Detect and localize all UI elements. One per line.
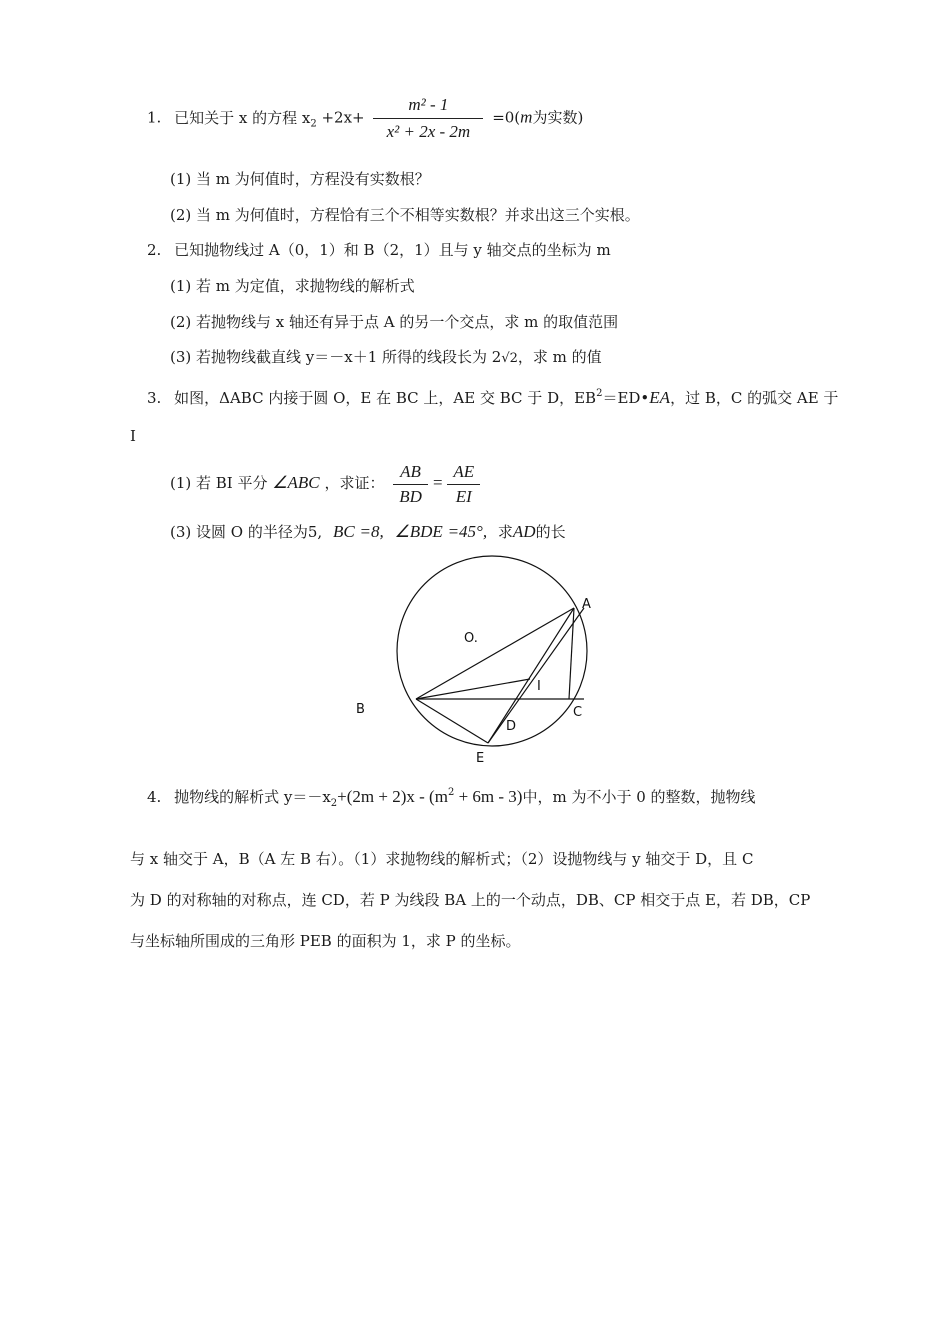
q2-part2: (2) 若抛物线与 x 轴还有异于点 A 的另一个交点，求 m 的取值范围: [170, 313, 619, 331]
segment-ce: [488, 608, 584, 743]
label-a: A: [582, 597, 591, 612]
q1-fraction-numerator: m² - 1: [373, 94, 483, 119]
q1-fraction: [373, 94, 483, 143]
q3-line: [147, 384, 838, 408]
q3-ea: EA: [649, 388, 671, 407]
q4-zhong: 中: [522, 788, 538, 806]
q4-line2: 与 x 轴交于 A，B（A 左 B 右）。（1）求抛物线的解析式；（2）设抛物线与 y 轴交于 D，且 C: [130, 850, 754, 868]
q2-lead: 已知抛物线过 A（0，1）和 B（2，1）且与 y 轴交点的坐标为 m: [174, 241, 611, 259]
q2-part1: (1) 若 m 为定值，求抛物线的解析式: [170, 277, 415, 295]
q3-lead-d: ，过 B，C 的弧交 AE 于: [670, 389, 839, 407]
segment-ab: [416, 608, 574, 699]
q3-lead-a: 如图，: [174, 389, 220, 407]
q3-angle-bde: ∠BDE: [394, 522, 443, 541]
q4-superscript: 2: [447, 787, 455, 798]
q1-fraction-denominator: x² + 2x - 2m: [386, 122, 471, 141]
segment-bi: [416, 679, 530, 699]
label-o: O.: [464, 631, 478, 646]
q3-part3-end: 的长: [535, 523, 566, 541]
q1-lead: 已知关于 x 的方程 x: [174, 108, 311, 127]
segment-ae: [488, 608, 574, 743]
q3-fraction-ae-ei: [447, 462, 480, 507]
q3-ad: AD: [512, 522, 536, 541]
q3-bc: BC: [332, 522, 355, 541]
q1-number: 1.: [147, 108, 162, 127]
q3-wrap: I: [130, 427, 136, 445]
q3-lead-b: ABC 内接于圆 O，E 在 BC 上，AE 交 BC 于 D，EB: [229, 389, 597, 407]
q3-part3: [170, 522, 566, 542]
q4-number: 4.: [147, 788, 162, 806]
q3-angle-value: =45°,: [447, 522, 488, 541]
q4-lead: 抛物线的解析式 y＝－x: [174, 788, 331, 806]
circle-o: [397, 556, 587, 746]
q4-tail: ，m 为不小于 0 的整数，抛物线: [537, 788, 756, 806]
q1-line: [147, 94, 583, 148]
q3-lead-c: ＝ED•: [602, 389, 650, 407]
q3-part3-a: (3) 设圆 O 的半径为5,: [170, 523, 323, 541]
q4-line: [147, 783, 756, 814]
q1-part1: (1) 当 m 为何值时，方程没有实数根？: [170, 170, 430, 188]
q2-part3-text: (3) 若抛物线截直线 y＝－x＋1 所得的线段长为 2: [170, 348, 502, 366]
q2-number: 2.: [147, 241, 162, 259]
label-e: E: [476, 751, 485, 766]
q4-expr-a: +(2m + 2)x - (m: [337, 787, 448, 806]
q3-frac2-num: AE: [447, 462, 480, 485]
q2-radical: √2: [501, 351, 518, 366]
q3-part1-text: (1) 若 BI 平分: [170, 474, 268, 492]
q1-tail-end: 为实数): [532, 108, 584, 127]
q3-part3-find: 求: [497, 523, 513, 541]
segment-be: [416, 699, 488, 743]
label-d: D: [506, 719, 517, 734]
q1-tail: =0(: [492, 108, 521, 127]
q3-angle-abc: ∠ABC: [272, 473, 320, 492]
q4-line3: 为 D 的对称轴的对称点，连 CD，若 P 为线段 BA 上的一个动点，DB、CP 相交于点 E，若 DB，CP: [130, 891, 811, 909]
label-c: C: [573, 705, 583, 720]
q3-number: 3.: [147, 389, 162, 407]
label-b: B: [356, 702, 365, 717]
q1-mid: +2x+: [321, 108, 365, 127]
q2-part3-end: ，求 m 的值: [517, 348, 602, 366]
q3-superscript: 2: [596, 388, 603, 399]
label-i: I: [537, 679, 541, 694]
q3-frac1-num: AB: [393, 462, 428, 485]
q1-part2: (2) 当 m 为何值时，方程恰有三个不相等实数根？并求出这三个实根。: [170, 206, 640, 224]
q4-line4: 与坐标轴所围成的三角形 PEB 的面积为 1，求 P 的坐标。: [130, 932, 521, 950]
q3-delta: Δ: [219, 389, 230, 407]
q2-line: [147, 240, 611, 260]
q4-expr-b: + 6m - 3): [454, 787, 523, 806]
q3-part1: [170, 460, 484, 507]
q2-part3: [170, 347, 602, 369]
q3-frac1-den: BD: [399, 486, 422, 506]
q3-bc-value: =8,: [359, 522, 384, 541]
q1-tail-m: m: [520, 107, 533, 127]
q1-subscript: 2: [310, 118, 317, 130]
q4-subscript: 2: [330, 798, 338, 809]
q3-equals: =: [431, 473, 444, 492]
segment-ac: [569, 608, 574, 699]
q3-part1-prove: ，求证：: [324, 474, 385, 492]
q3-fraction-ab-bd: [393, 462, 428, 507]
q3-frac2-den: EI: [455, 486, 472, 506]
